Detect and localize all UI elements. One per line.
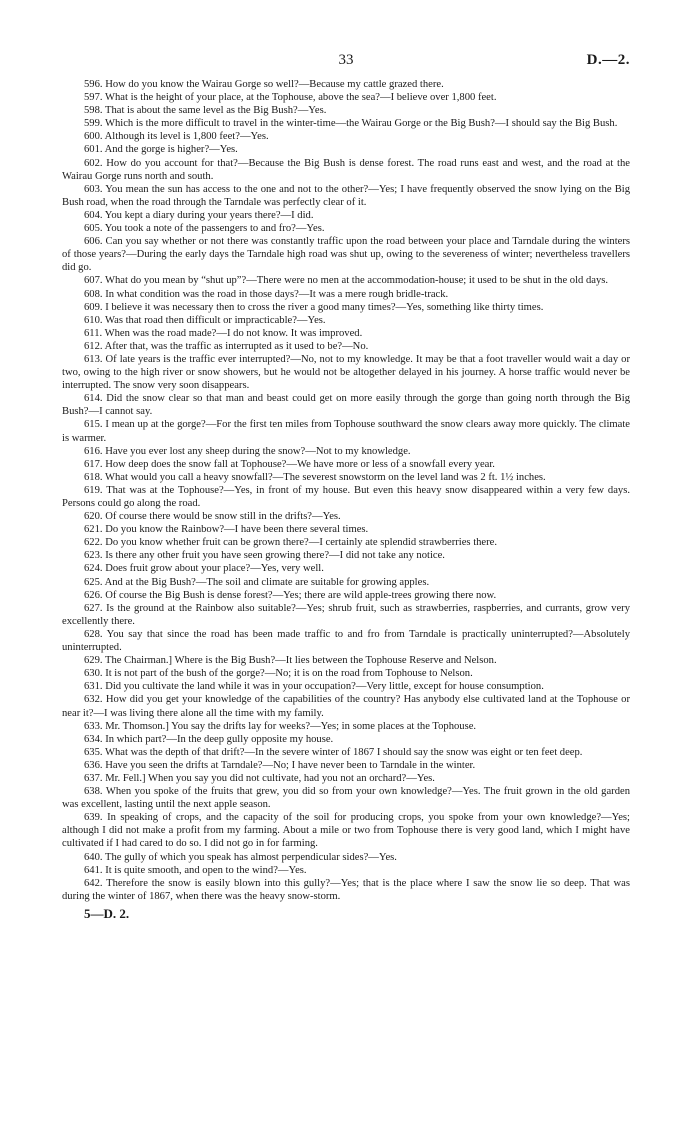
testimony-paragraph: 638. When you spoke of the fruits that grew, you did so from your own knowledge?—Yes. The fruit grown in the old garden was excellent, lasting until the next apple season. — [62, 786, 630, 811]
testimony-paragraph: 618. What would you call a heavy snowfall?—The severest snowstorm on the level land was 2 ft. 1½ inches. — [84, 471, 546, 483]
testimony-paragraph: 624. Does fruit grow about your place?—Yes, very well. — [84, 563, 324, 575]
testimony-paragraph: 632. How did you get your knowledge of the capabilities of the country? Has anybody else cultivated land at the Tophouse or near it?—I was living there alone all the time with my family. — [62, 694, 630, 719]
testimony-paragraph: 626. Of course the Big Bush is dense forest?—Yes; there are wild apple-trees growing there now. — [84, 589, 497, 601]
testimony-paragraph: 633. Mr. Thomson.] You say the drifts lay for weeks?—Yes; in some places at the Tophouse. — [84, 720, 477, 732]
testimony-paragraph: 608. In what condition was the road in those days?—It was a mere rough bridle-track. — [84, 288, 449, 300]
testimony-paragraph: 616. Have you ever lost any sheep during the snow?—Not to my knowledge. — [84, 445, 411, 457]
testimony-paragraph: 601. And the gorge is higher?—Yes. — [84, 144, 238, 156]
testimony-paragraph: 605. You took a note of the passengers to and fro?—Yes. — [84, 223, 325, 235]
testimony-paragraph: 596. How do you know the Wairau Gorge so well?—Because my cattle grazed there. — [84, 79, 444, 90]
testimony-paragraph: 620. Of course there would be snow still in the drifts?—Yes. — [84, 511, 341, 523]
testimony-paragraph: 604. You kept a diary during your years there?—I did. — [84, 209, 314, 221]
page-number: 33 — [338, 52, 354, 68]
testimony-paragraph: 603. You mean the sun has access to the one and not to the other?—Yes; I have frequently observed the snow lying on the Big Bush road, when the road through the Tarndale was perfectly clear of it. — [62, 183, 630, 208]
testimony-paragraph: 600. Although its level is 1,800 feet?—Yes. — [84, 131, 269, 143]
testimony-paragraph: 621. Do you know the Rainbow?—I have been there several times. — [84, 524, 369, 536]
sheet-signature: 5—D. 2. — [84, 905, 130, 921]
testimony-paragraph: 635. What was the depth of that drift?—In the severe winter of 1867 I should say the snow was eight or ten feet deep. — [84, 746, 583, 758]
testimony-paragraph: 614. Did the snow clear so that man and beast could get on more easily through the gorge than going north through the Big Bush?—I cannot say. — [62, 393, 630, 418]
testimony-paragraph: 599. Which is the more difficult to travel in the winter-time—the Wairau Gorge or the Big Bush?—I should say the Big Bush. — [84, 118, 618, 130]
testimony-paragraph: 637. Mr. Fell.] When you say you did not cultivate, had you not an orchard?—Yes. — [84, 772, 435, 784]
testimony-paragraph: 630. It is not part of the bush of the gorge?—No; it is on the road from Tophouse to Nelson. — [84, 668, 473, 680]
testimony-paragraph: 609. I believe it was necessary then to cross the river a good many times?—Yes, something like thirty times. — [84, 301, 544, 313]
testimony-paragraph: 636. Have you seen the drifts at Tarndale?—No; I have never been to Tarndale in the winter. — [84, 759, 476, 771]
testimony-paragraph: 619. That was at the Tophouse?—Yes, in front of my house. But even this heavy snow disappeared within a very few days. Persons could go along the road. — [62, 484, 630, 509]
testimony-paragraph: 641. It is quite smooth, and open to the wind?—Yes. — [84, 864, 307, 876]
testimony-paragraph: 612. After that, was the traffic as interrupted as it used to be?—No. — [84, 340, 369, 352]
testimony-paragraph: 607. What do you mean by “shut up”?—There were no men at the accommodation-house; it used to be shut in the old days. — [84, 275, 609, 287]
testimony-paragraph: 597. What is the height of your place, at the Tophouse, above the sea?—I believe over 1,800 feet. — [84, 92, 497, 104]
testimony-paragraph: 611. When was the road made?—I do not know. It was improved. — [84, 327, 363, 339]
testimony-paragraph: 625. And at the Big Bush?—The soil and climate are suitable for growing apples. — [84, 576, 430, 588]
testimony-paragraph: 598. That is about the same level as the Big Bush?—Yes. — [84, 105, 327, 117]
testimony-paragraph: 613. Of late years is the traffic ever interrupted?—No, not to my knowledge. It may be that a foot traveller would wait a day or two, owing to the high river or snow showers, but he would not be altogether delayed in his journey. A horse traffic would never be interrupted. The snow very soon disappears. — [62, 353, 630, 392]
testimony-paragraph: 622. Do you know whether fruit can be grown there?—I certainly ate splendid strawberries there. — [84, 537, 498, 549]
testimony-paragraph: 628. You say that since the road has been made traffic to and fro from Tarndale is practically uninterrupted?—Absolutely uninterrupted. — [62, 628, 630, 654]
testimony-paragraph: 627. Is the ground at the Rainbow also suitable?—Yes; shrub fruit, such as strawberries, raspberries, and currants, grow very excellently there. — [62, 602, 630, 627]
testimony-paragraph: 610. Was that road then difficult or impracticable?—Yes. — [84, 314, 326, 326]
testimony-paragraph: 634. In which part?—In the deep gully opposite my house. — [84, 733, 334, 745]
testimony-paragraph: 629. The Chairman.] Where is the Big Bush?—It lies between the Tophouse Reserve and Nelson. — [84, 655, 497, 667]
testimony-paragraph: 639. In speaking of crops, and the capacity of the soil for producing crops, you spoke from your own knowledge?—Yes; although I did not make a profit from my farming. About a mile or two from Tophouse there is very good land, which I might have cultivated if I had cared to do so. I did not go in for farming. — [62, 812, 630, 850]
document-page — [62, 52, 630, 922]
testimony-body — [62, 78, 630, 903]
testimony-paragraph: 617. How deep does the snow fall at Tophouse?—We have more or less of a snowfall every year. — [84, 458, 495, 470]
testimony-paragraph: 631. Did you cultivate the land while it was in your occupation?—Very little, except for house consumption. — [84, 681, 544, 693]
page-header — [62, 52, 630, 78]
testimony-paragraph: 642. Therefore the snow is easily blown into this gully?—Yes; that is the place where I saw the snow lie so deep. That was during the winter of 1867, when there was the heavy snow-storm. — [62, 877, 630, 902]
testimony-paragraph: 606. Can you say whether or not there was constantly traffic upon the road between your place and Tarndale during the winters of those years?—During the early days the Tarndale high road was shut up, owing to the severeness of winter; nevertheless travellers did go. — [62, 236, 630, 274]
testimony-paragraph: 640. The gully of which you speak has almost perpendicular sides?—Yes. — [84, 851, 397, 863]
testimony-paragraph: 615. I mean up at the gorge?—For the first ten miles from Tophouse southward the snow clears away more quickly. The climate is warmer. — [62, 419, 630, 444]
document-code: D.—2. — [586, 52, 630, 68]
testimony-paragraph: 623. Is there any other fruit you have seen growing there?—I did not take any notice. — [84, 550, 445, 562]
testimony-paragraph: 602. How do you account for that?—Because the Big Bush is dense forest. The road runs east and west, and the road at the Wairau Gorge runs north and south. — [62, 157, 630, 182]
